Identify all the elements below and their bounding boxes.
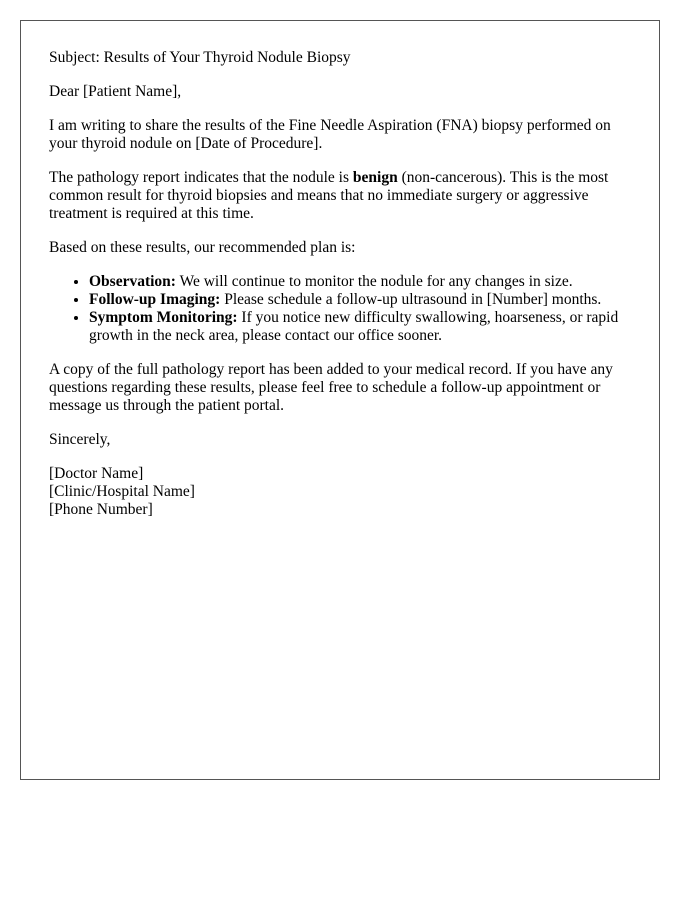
result-text-before: The pathology report indicates that the nodule is bbox=[49, 169, 353, 186]
plan-item-text: Please schedule a follow-up ultrasound in [Number] months. bbox=[220, 291, 602, 308]
plan-item-title: Symptom Monitoring: bbox=[89, 309, 238, 326]
plan-item-title: Observation: bbox=[89, 273, 176, 290]
plan-item-follow-up-imaging bbox=[89, 291, 631, 309]
signature-block bbox=[49, 465, 631, 519]
result-emphasis: benign bbox=[352, 169, 398, 186]
plan-list bbox=[49, 273, 631, 345]
result-text-after: (non-cancerous). This is the most common result for thyroid biopsies and means that no immediate surgery or aggressive treatment is required at this time. bbox=[49, 169, 609, 222]
signature-clinic-name: [Clinic/Hospital Name] bbox=[49, 483, 195, 500]
result-paragraph bbox=[49, 169, 631, 223]
plan-item-text: If you notice new difficulty swallowing, hoarseness, or rapid growth in the neck area, please contact our office sooner. bbox=[89, 309, 619, 344]
closing-paragraph: A copy of the full pathology report has been added to your medical record. If you have any questions regarding these results, please feel free to schedule a follow-up appointment or message us through the patient portal. bbox=[49, 361, 613, 414]
plan-intro: Based on these results, our recommended plan is: bbox=[49, 239, 356, 256]
letter-page bbox=[20, 20, 660, 780]
plan-item-title: Follow-up Imaging: bbox=[89, 291, 221, 308]
sign-off: Sincerely, bbox=[49, 431, 111, 448]
plan-item-observation bbox=[89, 273, 631, 291]
intro-paragraph: I am writing to share the results of the Fine Needle Aspiration (FNA) biopsy performed on your thyroid nodule on [Date of Procedure]. bbox=[49, 117, 611, 152]
letter-greeting: Dear [Patient Name], bbox=[49, 83, 182, 100]
letter-subject: Subject: Results of Your Thyroid Nodule Biopsy bbox=[49, 49, 351, 66]
signature-doctor-name: [Doctor Name] bbox=[49, 465, 144, 482]
plan-item-text: We will continue to monitor the nodule for any changes in size. bbox=[175, 273, 573, 290]
plan-item-symptom-monitoring bbox=[89, 309, 631, 345]
signature-phone-number: [Phone Number] bbox=[49, 501, 153, 518]
